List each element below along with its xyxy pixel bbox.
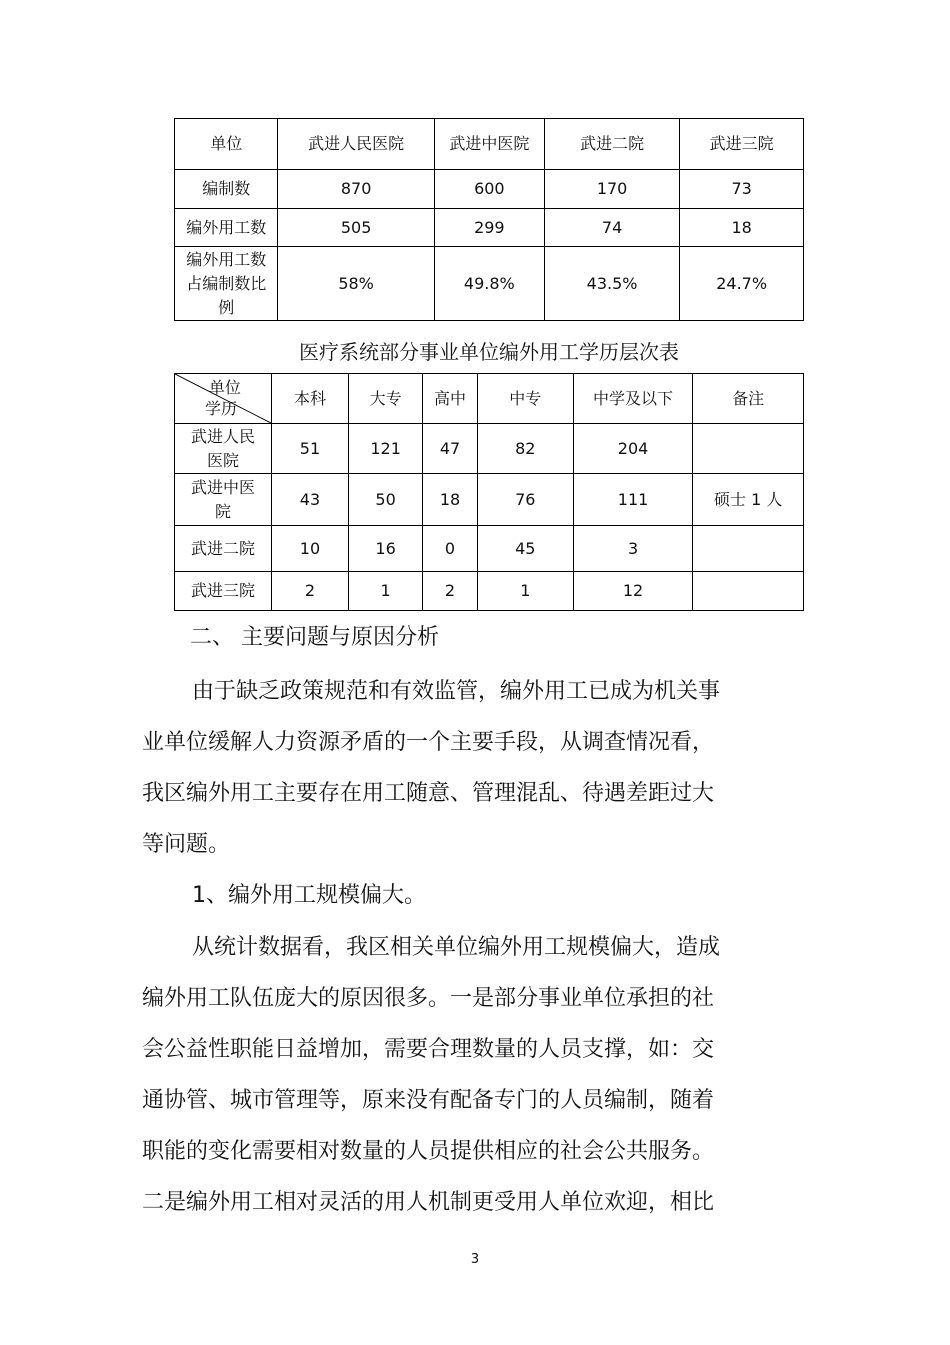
paragraph-1 <box>142 666 752 870</box>
table-row <box>175 247 804 321</box>
table-cell: 58% <box>278 247 434 321</box>
education-table <box>174 373 804 611</box>
table-cell: 45 <box>477 526 573 572</box>
table-cell: 505 <box>278 209 434 247</box>
text-line: 业单位缓解人力资源矛盾的一个主要手段，从调查情况看， <box>142 730 715 755</box>
text-line: 通协管、城市管理等，原来没有配备专门的人员编制，随着 <box>142 1088 715 1113</box>
row-label: 武进中医院 <box>175 474 272 526</box>
staffing-table <box>174 118 804 321</box>
text-line: 我区编外用工主要存在用工随意、管理混乱、待遇差距过大 <box>142 781 715 806</box>
corner-bottom-label: 学历 <box>205 399 238 418</box>
header-cell: 中专 <box>477 374 573 424</box>
text-line: 职能的变化需要相对数量的人员提供相应的社会公共服务。 <box>142 1139 715 1164</box>
text-line: 编外用工队伍庞大的原因很多。一是部分事业单位承担的社 <box>142 986 715 1011</box>
table-cell: 47 <box>423 424 478 474</box>
table-cell <box>693 424 804 474</box>
table-row <box>175 526 804 572</box>
table-cell: 16 <box>349 526 423 572</box>
table-cell: 43 <box>271 474 348 526</box>
table-cell: 2 <box>423 572 478 611</box>
corner-cell <box>175 374 272 424</box>
header-cell: 高中 <box>423 374 478 424</box>
text-line: 等问题。 <box>142 832 231 857</box>
table-cell: 18 <box>423 474 478 526</box>
table-row <box>175 572 804 611</box>
section-heading: 二、 主要问题与原因分析 <box>190 625 439 650</box>
corner-top-label: 单位 <box>208 378 241 397</box>
header-cell: 武进中医院 <box>434 119 544 170</box>
table-cell: 10 <box>271 526 348 572</box>
table-cell: 51 <box>271 424 348 474</box>
text-line: 由于缺乏政策规范和有效监管，编外用工已成为机关事 <box>192 679 721 704</box>
row-label: 编外用工数 <box>175 209 278 247</box>
text-line: 二是编外用工相对灵活的用人机制更受用人单位欢迎，相比 <box>142 1190 715 1215</box>
table-row <box>175 170 804 209</box>
table-cell: 1 <box>477 572 573 611</box>
header-cell: 中学及以下 <box>573 374 693 424</box>
header-cell: 本科 <box>271 374 348 424</box>
table-cell: 2 <box>271 572 348 611</box>
table-cell: 1 <box>349 572 423 611</box>
table-caption: 医疗系统部分事业单位编外用工学历层次表 <box>299 340 679 364</box>
page-number: 3 <box>470 1252 480 1267</box>
table-cell: 18 <box>680 209 804 247</box>
table-cell: 111 <box>573 474 693 526</box>
table-cell: 12 <box>573 572 693 611</box>
table-cell: 74 <box>544 209 679 247</box>
table-cell <box>693 572 804 611</box>
header-cell: 武进三院 <box>680 119 804 170</box>
table-row <box>175 209 804 247</box>
text-line: 1、编外用工规模偏大。 <box>192 883 426 908</box>
header-cell: 大专 <box>349 374 423 424</box>
table-cell: 73 <box>680 170 804 209</box>
table-cell: 170 <box>544 170 679 209</box>
header-cell: 武进二院 <box>544 119 679 170</box>
row-label: 武进三院 <box>175 572 272 611</box>
paragraph-2 <box>142 922 752 1228</box>
table-cell <box>693 526 804 572</box>
table-cell: 76 <box>477 474 573 526</box>
table-cell: 24.7% <box>680 247 804 321</box>
row-label: 编外用工数占编制数比例 <box>175 247 278 321</box>
text-line: 从统计数据看，我区相关单位编外用工规模偏大，造成 <box>192 935 721 960</box>
table-cell: 600 <box>434 170 544 209</box>
header-cell: 备注 <box>693 374 804 424</box>
row-label: 武进人民医院 <box>175 424 272 474</box>
table-cell: 50 <box>349 474 423 526</box>
sub-heading <box>142 870 752 921</box>
table-cell: 3 <box>573 526 693 572</box>
table-cell: 204 <box>573 424 693 474</box>
table-cell: 43.5% <box>544 247 679 321</box>
table-cell: 49.8% <box>434 247 544 321</box>
table-row <box>175 474 804 526</box>
row-label: 编制数 <box>175 170 278 209</box>
table-cell: 121 <box>349 424 423 474</box>
table-row <box>175 424 804 474</box>
table-cell: 299 <box>434 209 544 247</box>
header-cell: 单位 <box>175 119 278 170</box>
row-label: 武进二院 <box>175 526 272 572</box>
header-cell: 武进人民医院 <box>278 119 434 170</box>
table-cell: 硕士 1 人 <box>693 474 804 526</box>
table-cell: 870 <box>278 170 434 209</box>
table-cell: 82 <box>477 424 573 474</box>
text-line: 会公益性职能日益增加，需要合理数量的人员支撑，如：交 <box>142 1037 715 1062</box>
table-cell: 0 <box>423 526 478 572</box>
